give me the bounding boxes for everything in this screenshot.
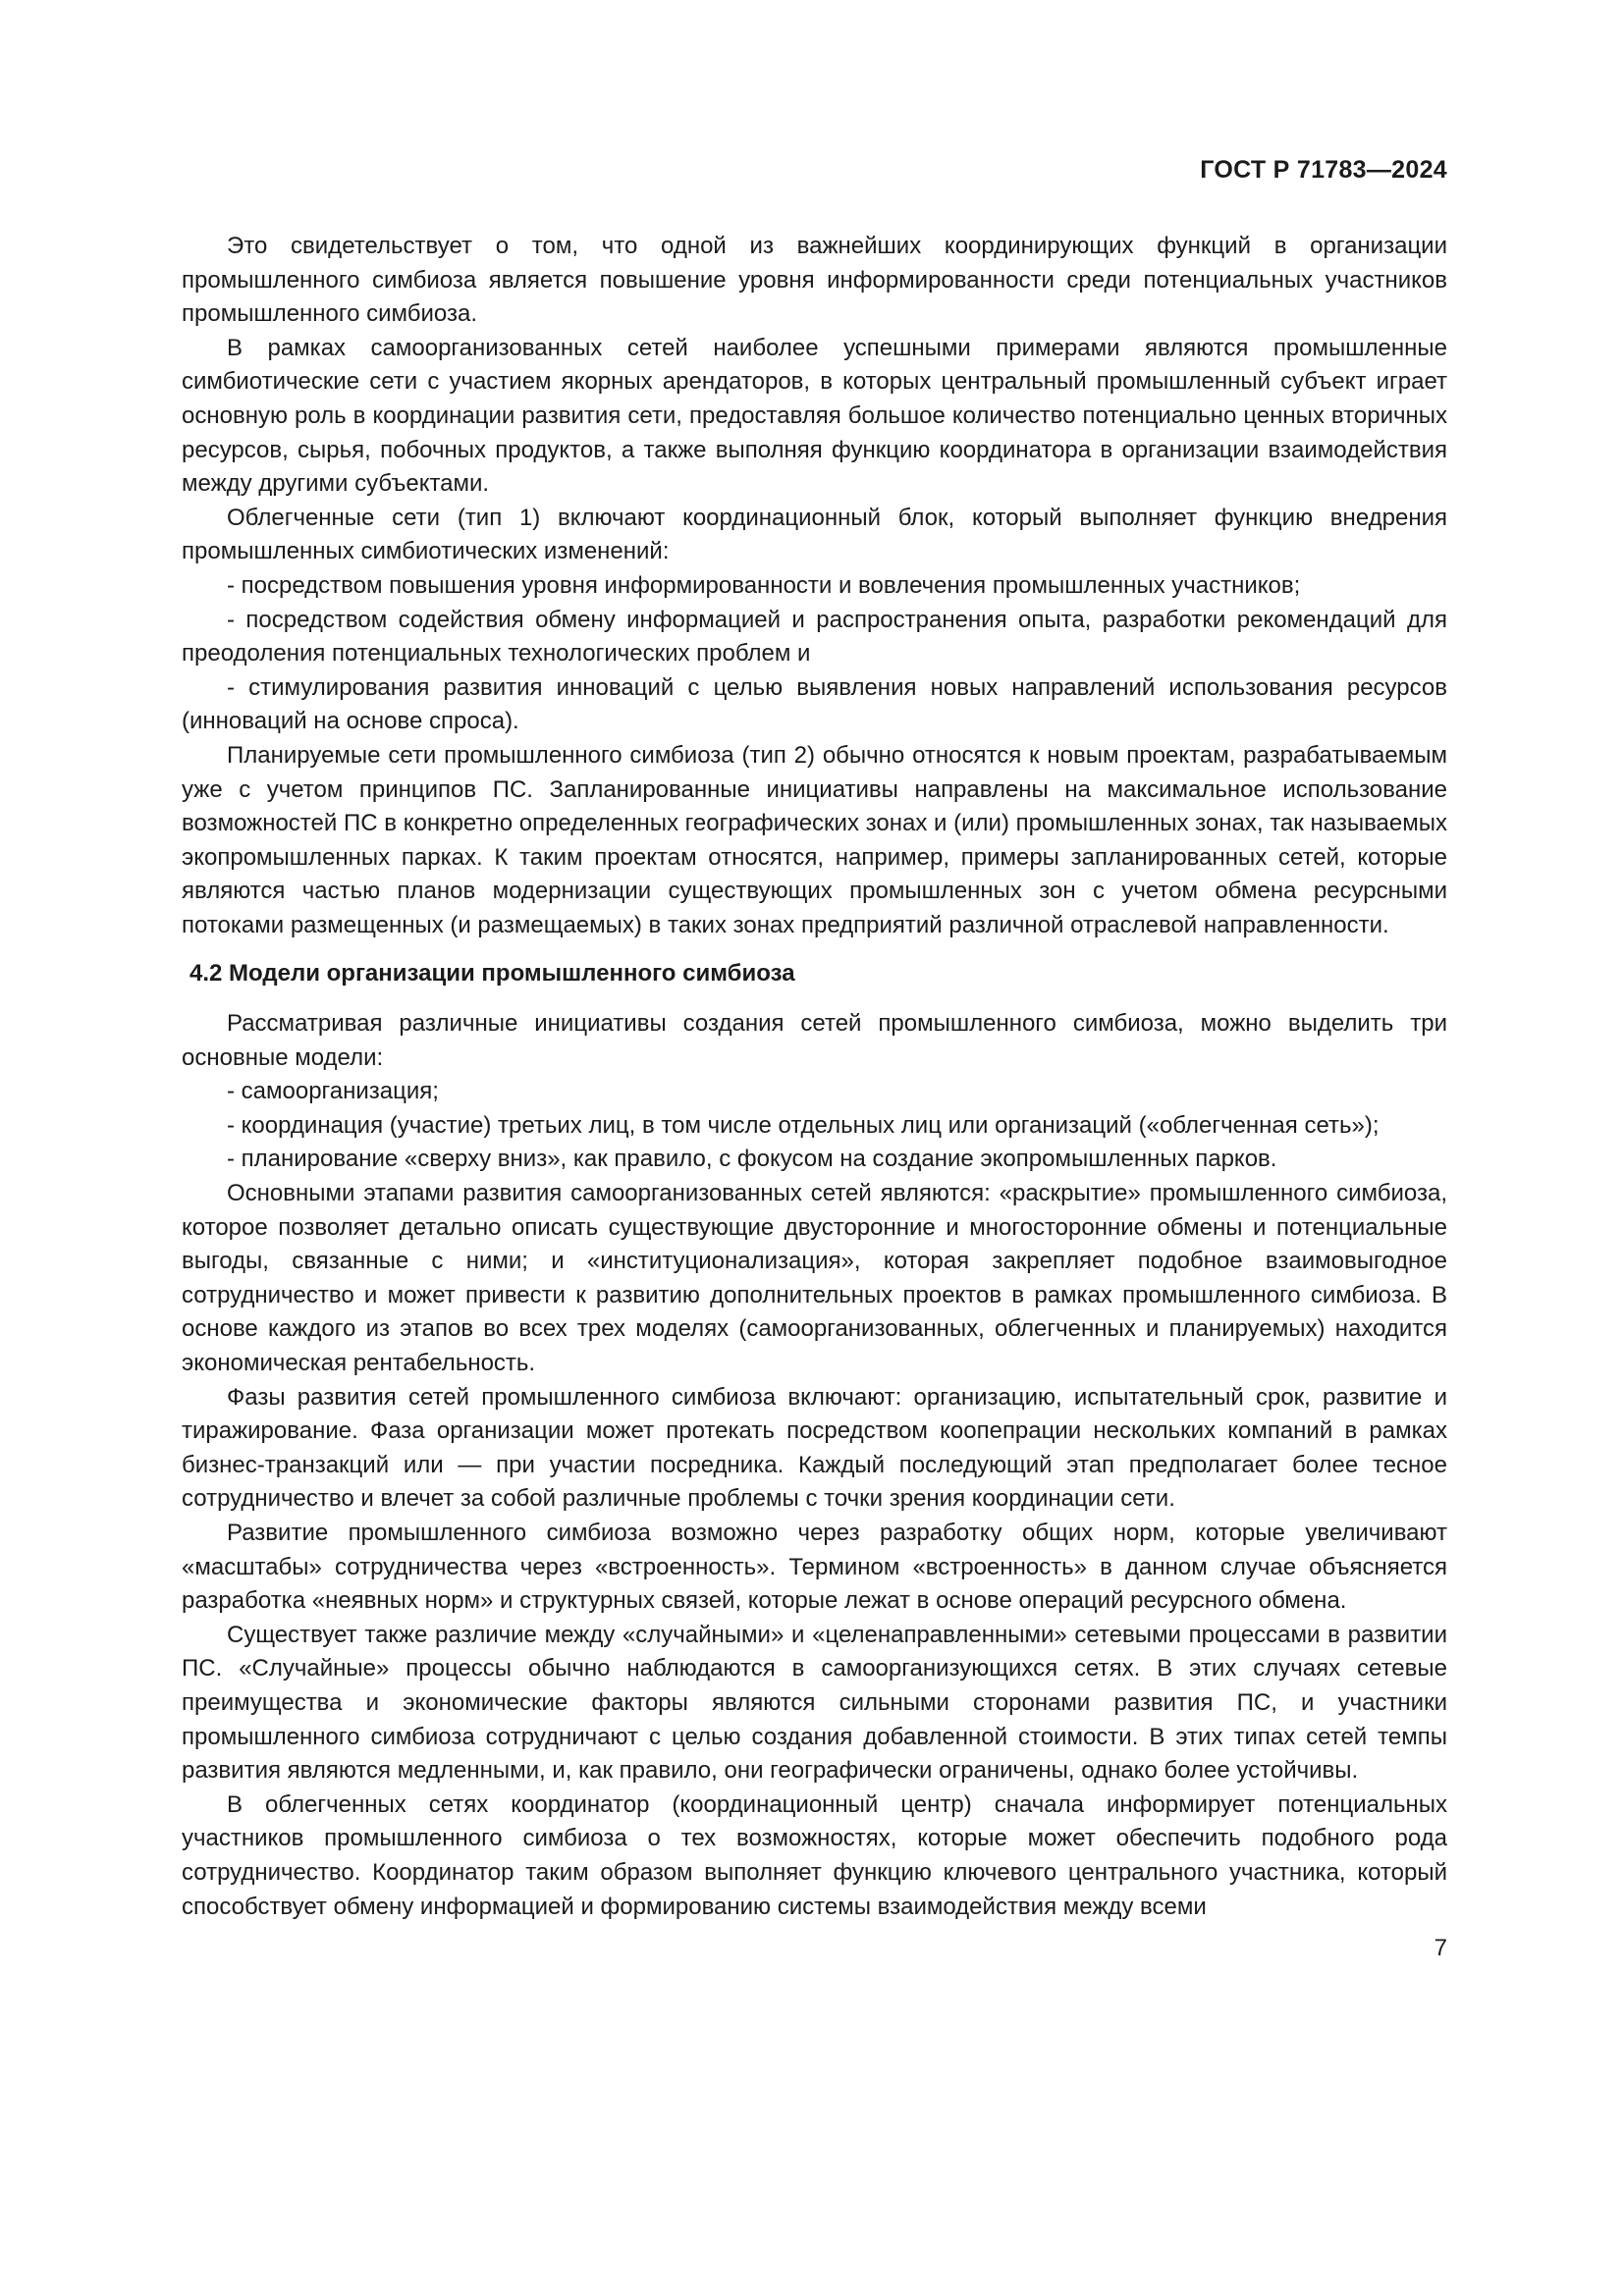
list-item: - посредством повышения уровня информированности и вовлечения промышленных участников;	[227, 571, 1301, 599]
paragraph: Основными этапами развития самоорганизованных сетей являются: «раскрытие» промышленного симбиоза, которое позволяет детально описать существующие двусторонние и многосторонние обмены и потенциальные выгоды, связанные с ними; и «институционализация», которая закрепляет подобное взаимовыгодное сотрудничество и может привести к развитию дополнительных проектов в рамках промышленного симбиоза. В основе каждого из этапов во всех трех моделях (самоорганизованных, облегченных и планируемых) находится экономическая рентабельность.	[182, 1180, 1447, 1376]
list-item: - посредством содействия обмену информацией и распространения опыта, разработки рекомендаций для преодоления потенциальных технологических проблем и	[182, 606, 1447, 667]
paragraph: Планируемые сети промышленного симбиоза (тип 2) обычно относятся к новым проектам, разрабатываемым уже с учетом принципов ПС. Запланированные инициативы направлены на максимальное использование возможностей ПС в конкретно определенных географических зонах и (или) промышленных зонах, так называемых экопромышленных парках. К таким проектам относятся, например, примеры запланированных сетей, которые являются частью планов модернизации существующих промышленных зон с учетом обмена ресурсными потоками размещенных (и размещаемых) в таких зонах предприятий различной отраслевой направленности.	[182, 741, 1447, 938]
paragraph: В облегченных сетях координатор (координационный центр) сначала информирует потенциальных участников промышленного симбиоза о тех возможностях, которые может обеспечить подобного рода сотрудничество. Координатор таким образом выполняет функцию ключевого центрального участника, который способствует обмену информацией и формированию системы взаимодействия между всеми	[182, 1790, 1447, 1920]
list-item: - самоорганизация;	[227, 1078, 439, 1105]
paragraph: Это свидетельствует о том, что одной из важнейших координирующих функций в организации промышленного симбиоза является повышение уровня информированности среди потенциальных участников промышленного симбиоза.	[182, 233, 1447, 328]
paragraph: Облегченные сети (тип 1) включают координационный блок, который выполняет функцию внедрения промышленных симбиотических изменений:	[182, 504, 1447, 565]
paragraph: Фазы развития сетей промышленного симбиоза включают: организацию, испытательный срок, развитие и тиражирование. Фаза организации может протекать посредством коопепрации нескольких компаний в рамках бизнес-транзакций или — при участии посредника. Каждый последующий этап предполагает более тесное сотрудничество и влечет за собой различные проблемы с точки зрения координации сети.	[182, 1383, 1447, 1513]
document-code-header: ГОСТ Р 71783—2024	[1200, 156, 1447, 184]
paragraph: Развитие промышленного симбиоза возможно через разработку общих норм, которые увеличивают «масштабы» сотрудничества через «встроенность». Термином «встроенность» в данном случае объясняется разработка «неявных норм» и структурных связей, которые лежат в основе операций ресурсного обмена.	[182, 1519, 1447, 1615]
body-text	[182, 230, 1447, 1924]
list-item: - планирование «сверху вниз», как правило, с фокусом на создание экопромышленных парков.	[227, 1146, 1277, 1173]
list-item: - координация (участие) третьих лиц, в том числе отдельных лиц или организаций («облегченная сеть»);	[227, 1111, 1380, 1139]
section-heading: 4.2 Модели организации промышленного симбиоза	[189, 960, 795, 988]
paragraph: Существует также различие между «случайными» и «целенаправленными» сетевыми процессами в развитии ПС. «Случайные» процессы обычно наблюдаются в самоорганизующихся сетях. В этих случаях сетевые преимущества и экономические факторы являются сильными сторонами развития ПС, и участники промышленного симбиоза сотрудничают с целью создания добавленной стоимости. В этих типах сетей темпы развития являются медленными, и, как правило, они географически ограничены, однако более устойчивы.	[182, 1621, 1447, 1785]
page-number: 7	[1434, 1935, 1447, 1962]
paragraph: В рамках самоорганизованных сетей наиболее успешными примерами являются промышленные симбиотические сети с участием якорных арендаторов, в которых центральный промышленный субъект играет основную роль в координации развития сети, предоставляя большое количество потенциально ценных вторичных ресурсов, сырья, побочных продуктов, а также выполняя функцию координатора в организации взаимодействия между другими субъектами.	[182, 334, 1447, 498]
paragraph: Рассматривая различные инициативы создания сетей промышленного симбиоза, можно выделить три основные модели:	[182, 1010, 1447, 1071]
list-item: - стимулирования развития инноваций с целью выявления новых направлений использования ресурсов (инноваций на основе спроса).	[182, 673, 1447, 735]
